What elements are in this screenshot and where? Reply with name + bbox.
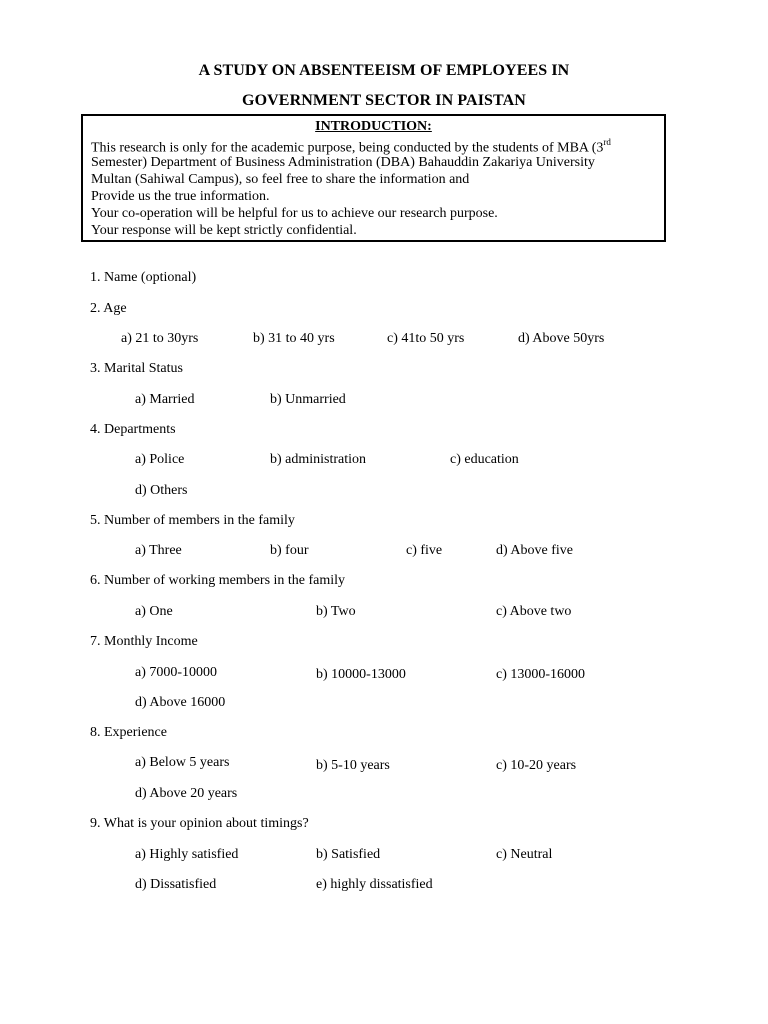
age-option-d[interactable]: d) Above 50yrs [518,331,605,346]
question-3-marital-status: 3. Marital Status [90,361,183,376]
intro-line-3: Multan (Sahiwal Campus), so feel free to share the information and [91,172,470,187]
department-option-d[interactable]: d) Others [135,483,188,498]
department-option-c[interactable]: c) education [450,452,519,467]
question-2-age: 2. Age [90,301,127,316]
experience-option-b[interactable]: b) 5-10 years [316,758,390,773]
experience-option-d[interactable]: d) Above 20 years [135,786,238,801]
family-option-a[interactable]: a) Three [135,543,182,558]
experience-option-a[interactable]: a) Below 5 years [135,755,230,770]
introduction-box [81,114,666,242]
question-6-working-members: 6. Number of working members in the family [90,573,346,588]
timings-option-e[interactable]: e) highly dissatisfied [316,877,433,892]
timings-option-a[interactable]: a) Highly satisfied [135,847,239,862]
income-option-c[interactable]: c) 13000-16000 [496,667,586,682]
question-9-timings-opinion: 9. What is your opinion about timings? [90,816,309,831]
age-option-a[interactable]: a) 21 to 30yrs [121,331,199,346]
question-7-monthly-income: 7. Monthly Income [90,634,198,649]
age-option-c[interactable]: c) 41to 50 yrs [387,331,465,346]
question-5-family-members: 5. Number of members in the family [90,513,295,528]
timings-option-d[interactable]: d) Dissatisfied [135,877,217,892]
marital-option-b[interactable]: b) Unmarried [270,392,346,407]
introduction-heading: INTRODUCTION: [315,119,432,134]
family-option-b[interactable]: b) four [270,543,309,558]
intro-line-6: Your response will be kept strictly confidential. [91,223,357,238]
intro-line-5: Your co-operation will be helpful for us to achieve our research purpose. [91,206,498,221]
income-option-b[interactable]: b) 10000-13000 [316,667,406,682]
intro-line-2: Semester) Department of Business Administration (DBA) Bahauddin Zakariya University [91,155,595,170]
family-option-c[interactable]: c) five [406,543,443,558]
working-option-c[interactable]: c) Above two [496,604,572,619]
question-8-experience: 8. Experience [90,725,167,740]
question-1-name: 1. Name (optional) [90,270,197,285]
family-option-d[interactable]: d) Above five [496,543,573,558]
department-option-b[interactable]: b) administration [270,452,367,467]
document-title-line-1: A STUDY ON ABSENTEEISM OF EMPLOYEES IN [198,62,570,79]
income-option-a[interactable]: a) 7000-10000 [135,665,218,680]
marital-option-a[interactable]: a) Married [135,392,195,407]
working-option-b[interactable]: b) Two [316,604,356,619]
working-option-a[interactable]: a) One [135,604,173,619]
income-option-d[interactable]: d) Above 16000 [135,695,226,710]
department-option-a[interactable]: a) Police [135,452,185,467]
intro-superscript: rd [603,137,611,147]
experience-option-c[interactable]: c) 10-20 years [496,758,577,773]
intro-line-4: Provide us the true information. [91,189,270,204]
intro-line-1-text: This research is only for the academic purpose, being conducted by the students of MBA (3 [91,140,604,156]
timings-option-c[interactable]: c) Neutral [496,847,553,862]
age-option-b[interactable]: b) 31 to 40 yrs [253,331,335,346]
timings-option-b[interactable]: b) Satisfied [316,847,381,862]
document-title-line-2: GOVERNMENT SECTOR IN PAISTAN [242,92,526,109]
question-4-departments: 4. Departments [90,422,176,437]
intro-line-1 [91,138,611,157]
